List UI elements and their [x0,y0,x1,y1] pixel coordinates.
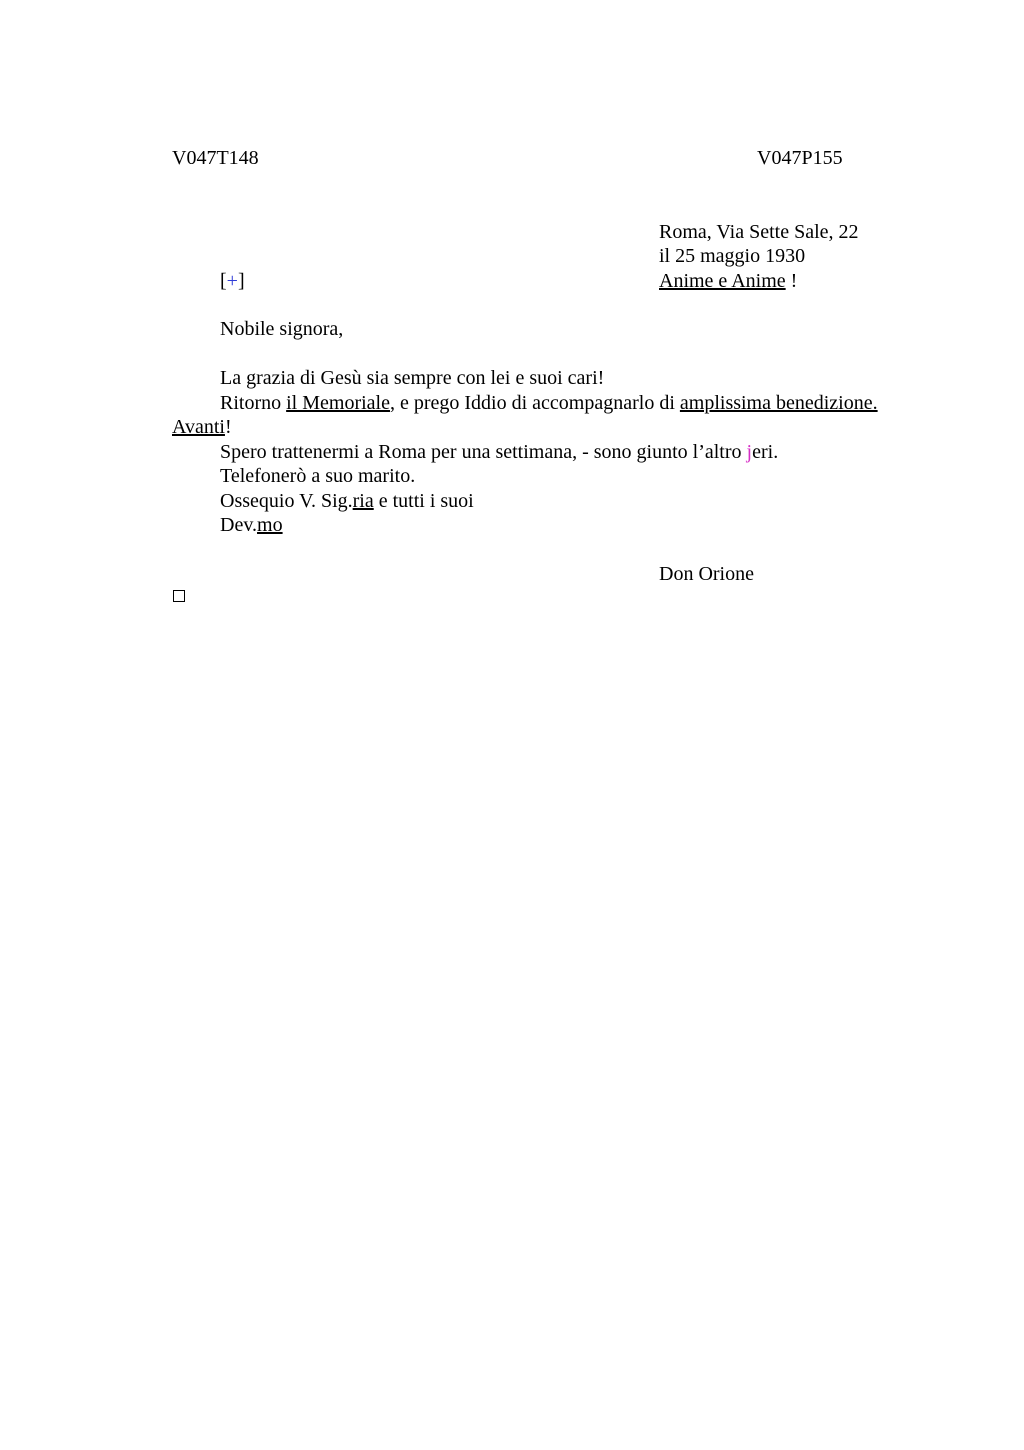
body-line-1: La grazia di Gesù sia sempre con lei e suoi cari! [220,367,605,389]
motto-text: Anime e Anime [659,270,786,292]
cross-mark [220,269,245,293]
body-text: ! [224,416,232,438]
motto-line [659,269,797,293]
body-text: e tutti i suoi [373,490,474,512]
square-marker-icon [173,590,185,602]
signature: Don Orione [659,563,754,585]
bracket-close: ] [237,270,245,292]
salutation: Nobile signora, [220,318,344,340]
body-text: Spero trattenermi a Roma per una settimana, - sono giunto l’altro [220,441,747,463]
body-line-6 [220,489,474,513]
body-line-5: Telefonerò a suo marito. [220,465,416,487]
body-text: Dev. [220,514,258,536]
highlighted-letter: j [746,441,753,463]
body-text: eri. [752,441,779,463]
benediction-text: amplissima benedizione. [679,392,878,414]
motto-suffix: ! [785,270,798,292]
body-line-3 [172,415,232,439]
abbreviation-text: mo [257,514,283,536]
abbreviation-text: ria [352,490,374,512]
document-code-right: V047P155 [757,147,843,169]
bracket-open: [ [220,270,227,292]
memoriale-link-text: il Memoriale [286,392,390,414]
avanti-text: Avanti [172,416,225,438]
body-line-2 [220,391,878,415]
body-text: , e prego Iddio di accompagnarlo di [389,392,680,414]
address-line: Roma, Via Sette Sale, 22 [659,221,859,243]
body-line-4 [220,440,778,464]
body-text: Ossequio V. Sig. [220,490,353,512]
cross-icon: + [226,270,238,292]
body-text: Ritorno [220,392,287,414]
document-code-left: V047T148 [172,147,259,169]
date-line: il 25 maggio 1930 [659,245,806,267]
closing-line [220,513,283,537]
